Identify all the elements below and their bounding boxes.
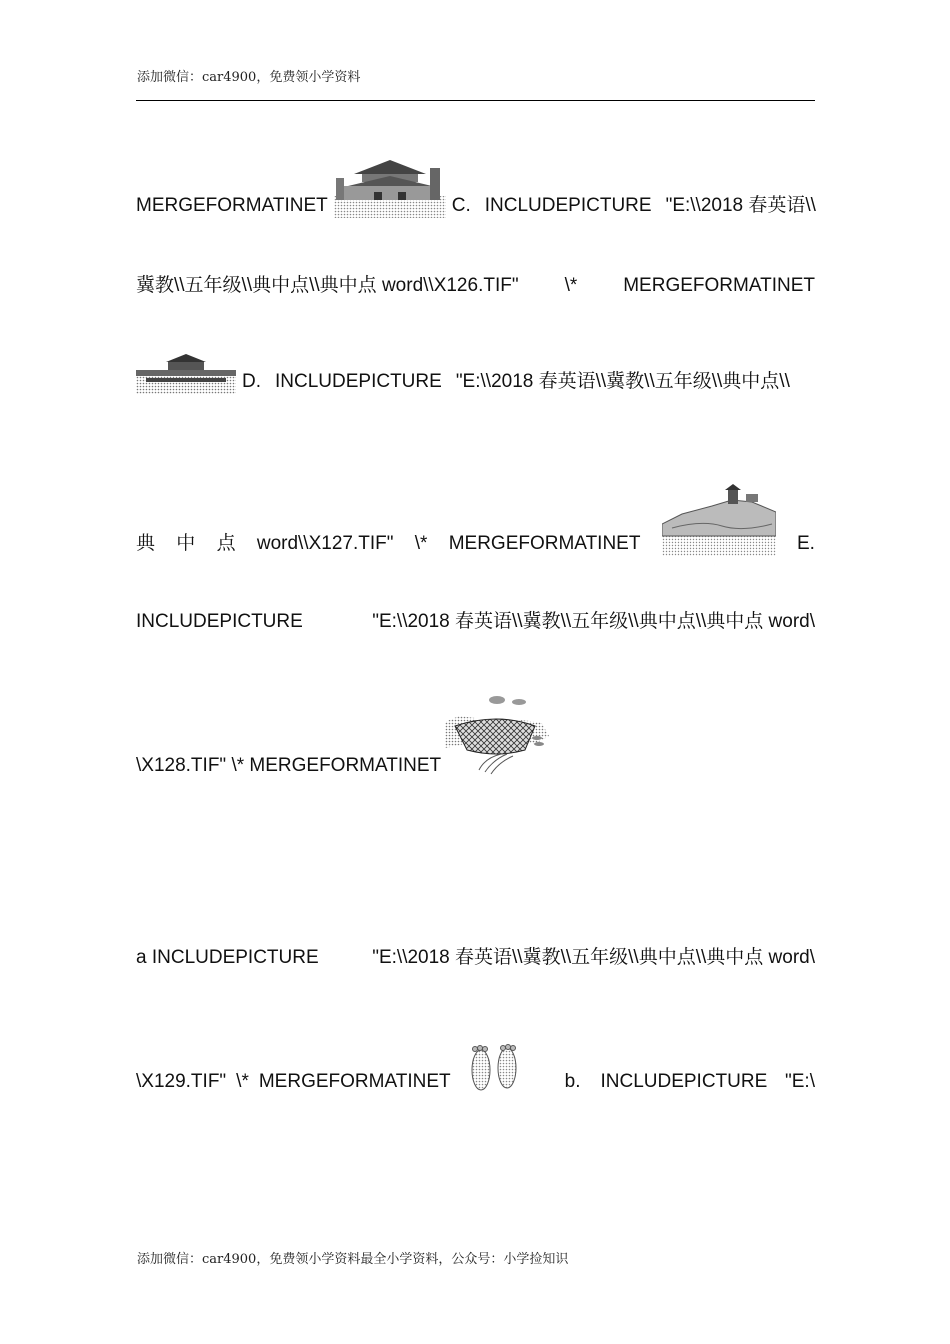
field-code-text: INCLUDEPICTURE [136, 611, 303, 632]
field-path-text: \X129.TIF" [136, 1071, 227, 1092]
lakeside-pavilion-image [662, 484, 776, 556]
feet-image [463, 1044, 525, 1094]
field-code-text: INCLUDEPICTURE [600, 1071, 768, 1092]
birds-nest-stadium-image [445, 692, 549, 778]
field-path-text: "E:\ [785, 1071, 815, 1092]
field-path-text: word\\X127.TIF" [256, 533, 394, 554]
text-char: 中 [176, 533, 196, 554]
option-letter-c: C. [451, 195, 471, 216]
text-line-1 [136, 156, 815, 218]
text-char: 典 [136, 533, 156, 554]
field-code-text: MERGEFORMATINET [136, 195, 328, 216]
field-path-text: "E:\\2018 春英语\\冀教\\五年级\\典中点\\ [455, 371, 790, 392]
field-path-text: "E:\\2018 春英语\\冀教\\五年级\\典中点\\典中点 word\ [372, 611, 815, 632]
field-code-text: INCLUDEPICTURE [484, 195, 652, 216]
text-line-4 [136, 484, 815, 556]
option-letter-e: E. [797, 533, 815, 554]
page-footer: 添加微信：car4900，免费领小学资料最全小学资料，公众号：小学捡知识 [137, 1252, 569, 1267]
field-code-text: MERGEFORMATINET [623, 275, 815, 296]
field-code-text: \X128.TIF" \* MERGEFORMATINET [136, 755, 442, 776]
text-line-6 [136, 692, 815, 778]
text-line-3 [136, 352, 815, 394]
field-switch-text: \* [564, 275, 578, 296]
field-code-text: MERGEFORMATINET [448, 533, 641, 554]
option-letter-d: D. [242, 371, 261, 392]
option-letter-b: b. [564, 1071, 581, 1092]
field-code-text: INCLUDEPICTURE [275, 371, 442, 392]
text-line-8 [136, 1044, 815, 1094]
text-line-7 [136, 946, 815, 970]
text-line-5 [136, 610, 815, 634]
field-switch-text: \* [414, 533, 428, 554]
page-header: 添加微信：car4900，免费领小学资料 [137, 70, 361, 85]
text-line-2 [136, 274, 815, 298]
forbidden-city-gate-image [334, 156, 446, 218]
header-rule [136, 100, 815, 101]
field-code-text: a INCLUDEPICTURE [136, 947, 319, 968]
field-path-text: "E:\\2018 春英语\\冀教\\五年级\\典中点\\典中点 word\ [372, 947, 815, 968]
field-path-text: 冀教\\五年级\\典中点\\典中点 word\\X126.TIF" [136, 275, 519, 296]
field-path-text: "E:\\2018 春英语\\ [665, 195, 816, 216]
tiananmen-image [136, 352, 236, 394]
field-code-text: MERGEFORMATINET [258, 1071, 451, 1092]
field-switch-text: \* [236, 1071, 249, 1092]
text-char: 点 [216, 533, 236, 554]
